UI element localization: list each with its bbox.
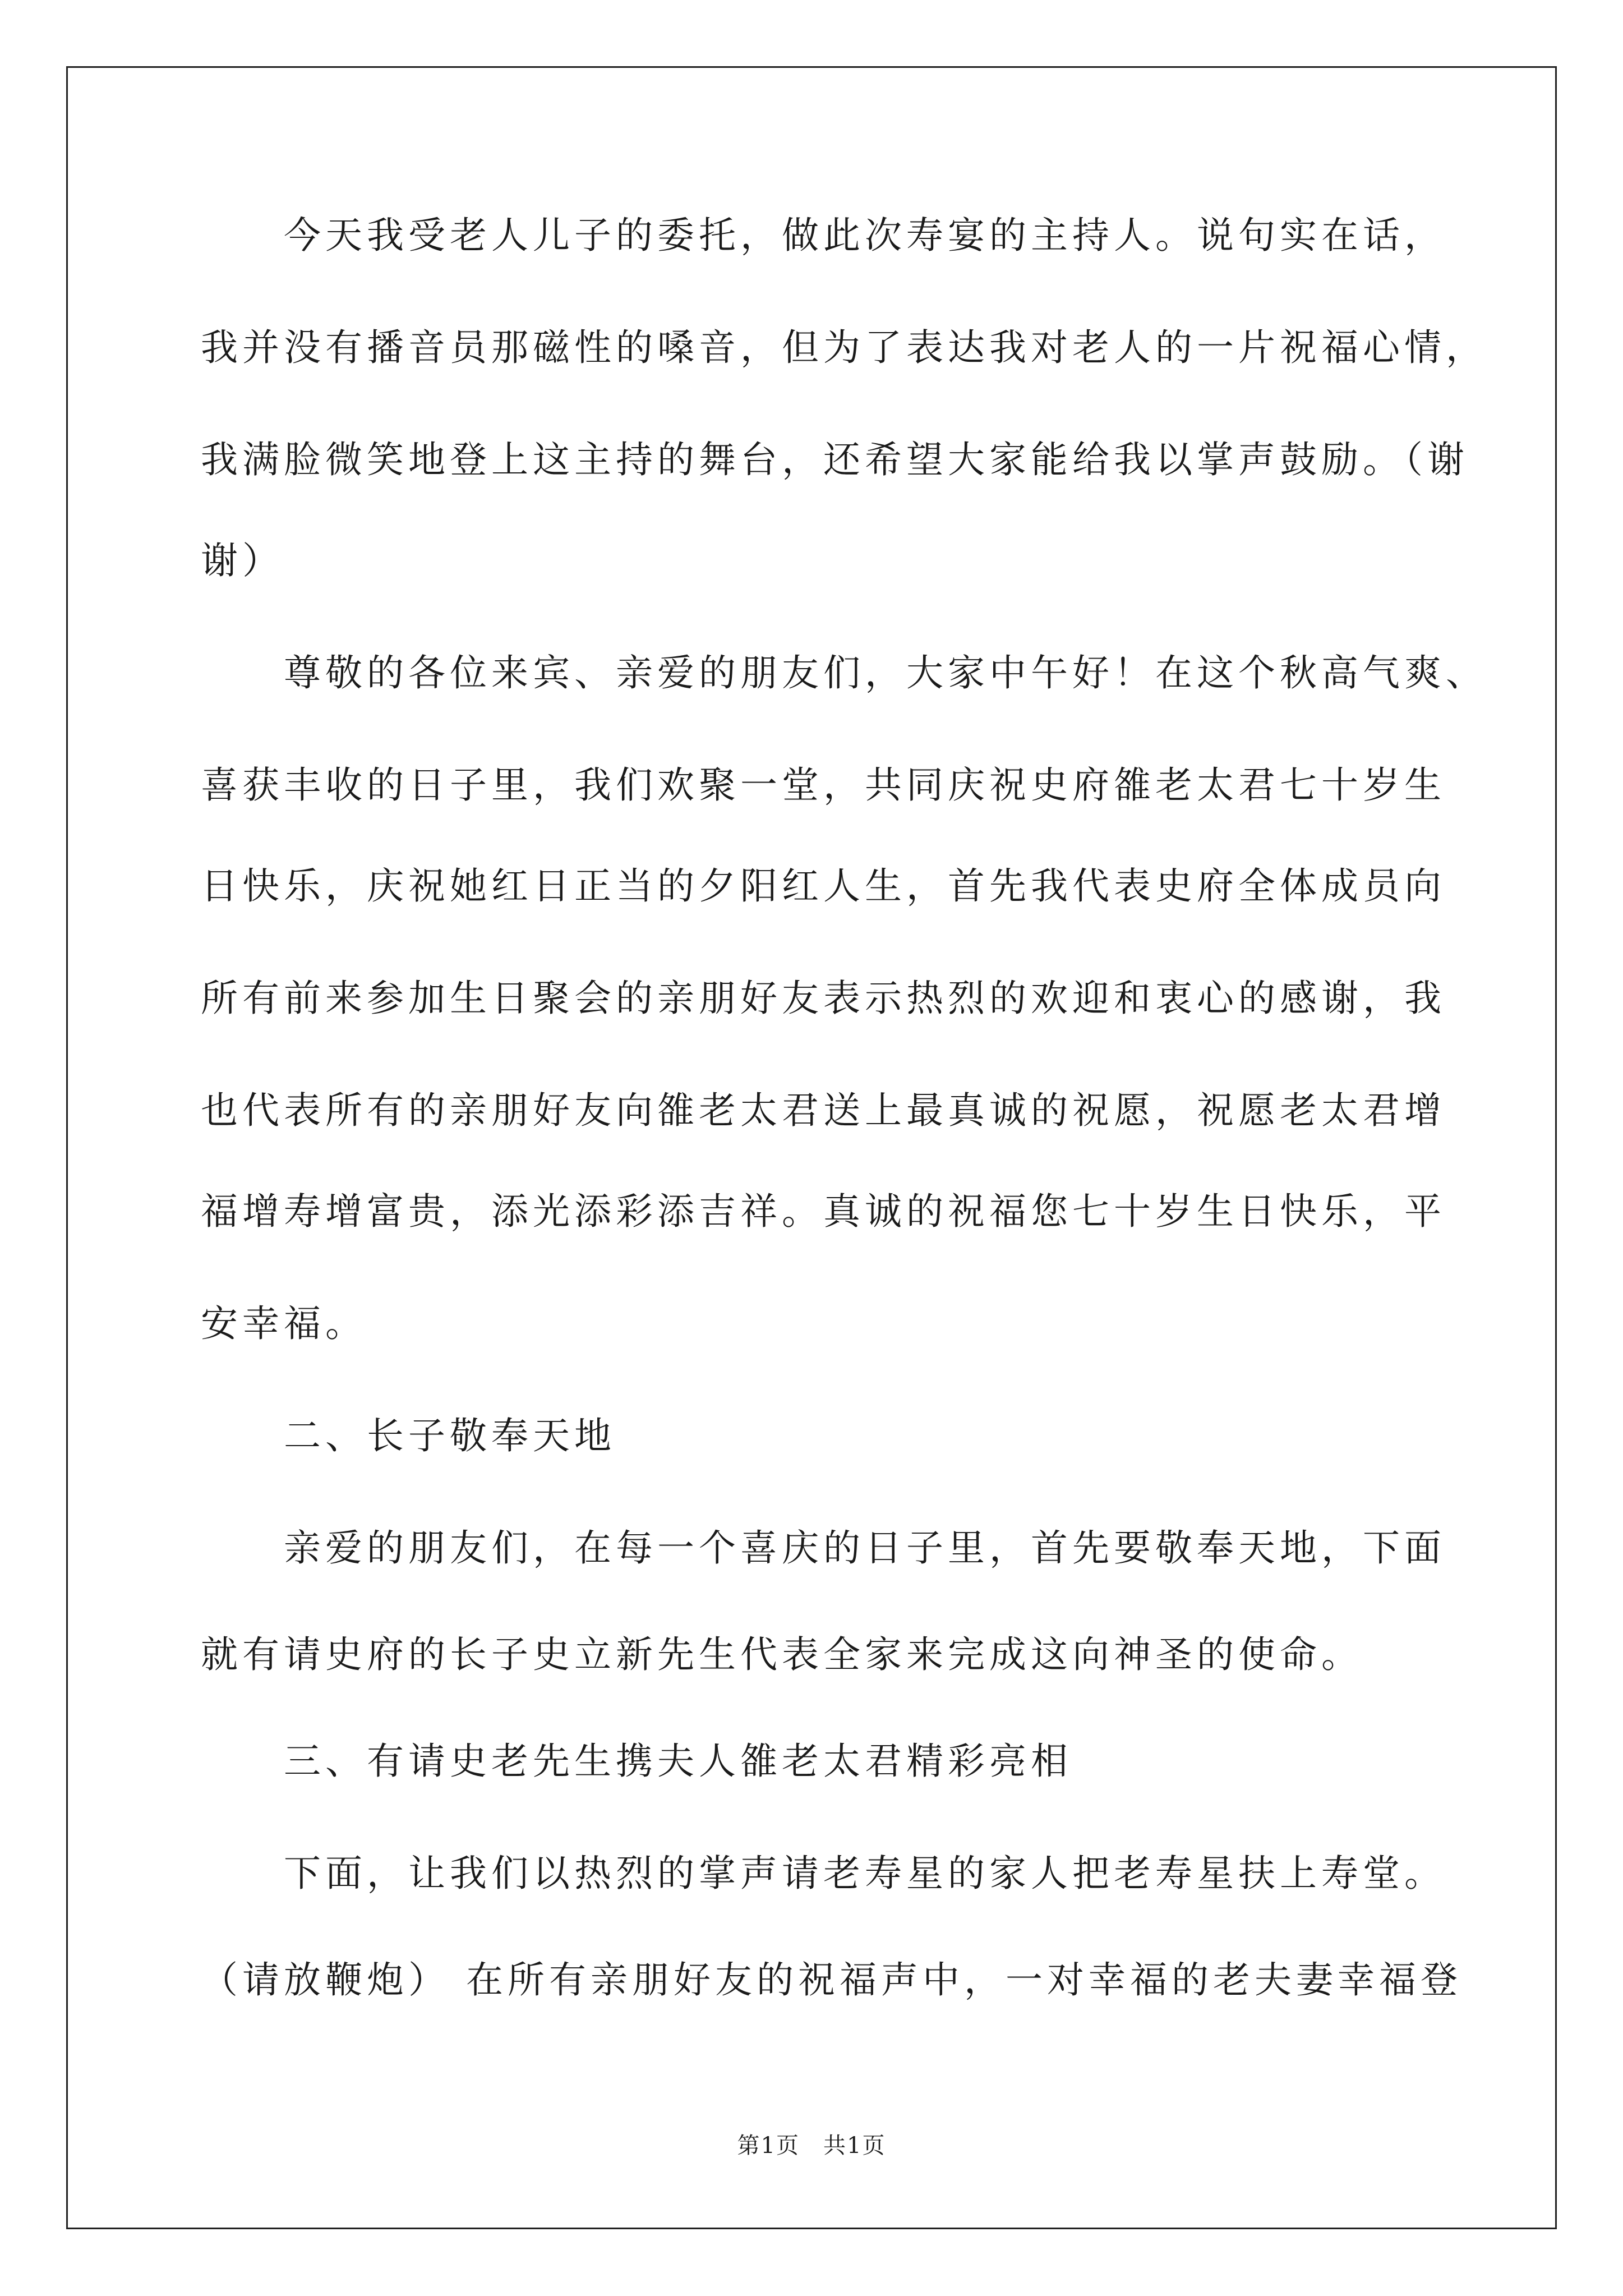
page-footer: 第1页 共1页 bbox=[737, 2133, 886, 2159]
paragraph-2-line-7: 安幸福。 bbox=[201, 1302, 367, 1345]
paragraph-2-line-3: 日快乐，庆祝她红日正当的夕阳红人生，首先我代表史府全体成员向 bbox=[201, 864, 1446, 908]
page-border bbox=[66, 66, 1557, 2229]
paragraph-2-line-4: 所有前来参加生日聚会的亲朋好友表示热烈的欢迎和衷心的感谢，我 bbox=[201, 977, 1446, 1020]
paragraph-3-line-2: 就有请史府的长子史立新先生代表全家来完成这向神圣的使命。 bbox=[201, 1633, 1363, 1676]
section-heading-2: 二、长子敬奉天地 bbox=[284, 1414, 616, 1457]
paragraph-3-line-1: 亲爱的朋友们，在每一个喜庆的日子里，首先要敬奉天地，下面 bbox=[284, 1526, 1446, 1570]
section-heading-3: 三、有请史老先生携夫人雒老太君精彩亮相 bbox=[284, 1740, 1072, 1783]
paragraph-2-line-1: 尊敬的各位来宾、亲爱的朋友们，大家中午好！在这个秋高气爽、 bbox=[284, 651, 1487, 694]
paragraph-4-line-1: 下面，让我们以热烈的掌声请老寿星的家人把老寿星扶上寿堂。 bbox=[284, 1852, 1446, 1895]
paragraph-2-line-5: 也代表所有的亲朋好友向雒老太君送上最真诚的祝愿，祝愿老太君增 bbox=[201, 1089, 1446, 1132]
paragraph-2-line-2: 喜获丰收的日子里，我们欢聚一堂，共同庆祝史府雒老太君七十岁生 bbox=[201, 763, 1446, 807]
paragraph-1-line-4: 谢） bbox=[201, 539, 284, 582]
paragraph-2-line-6: 福增寿增富贵，添光添彩添吉祥。真诚的祝福您七十岁生日快乐，平 bbox=[201, 1190, 1446, 1233]
paragraph-1-line-1: 今天我受老人儿子的委托，做此次寿宴的主持人。说句实在话， bbox=[284, 214, 1446, 257]
paragraph-1-line-2: 我并没有播音员那磁性的嗓音，但为了表达我对老人的一片祝福心情， bbox=[201, 326, 1487, 369]
paragraph-1-line-3: 我满脸微笑地登上这主持的舞台，还希望大家能给我以掌声鼓励。（谢 bbox=[201, 438, 1469, 481]
paragraph-4-line-2: （请放鞭炮） 在所有亲朋好友的祝福声中，一对幸福的老夫妻幸福登 bbox=[201, 1958, 1462, 2001]
